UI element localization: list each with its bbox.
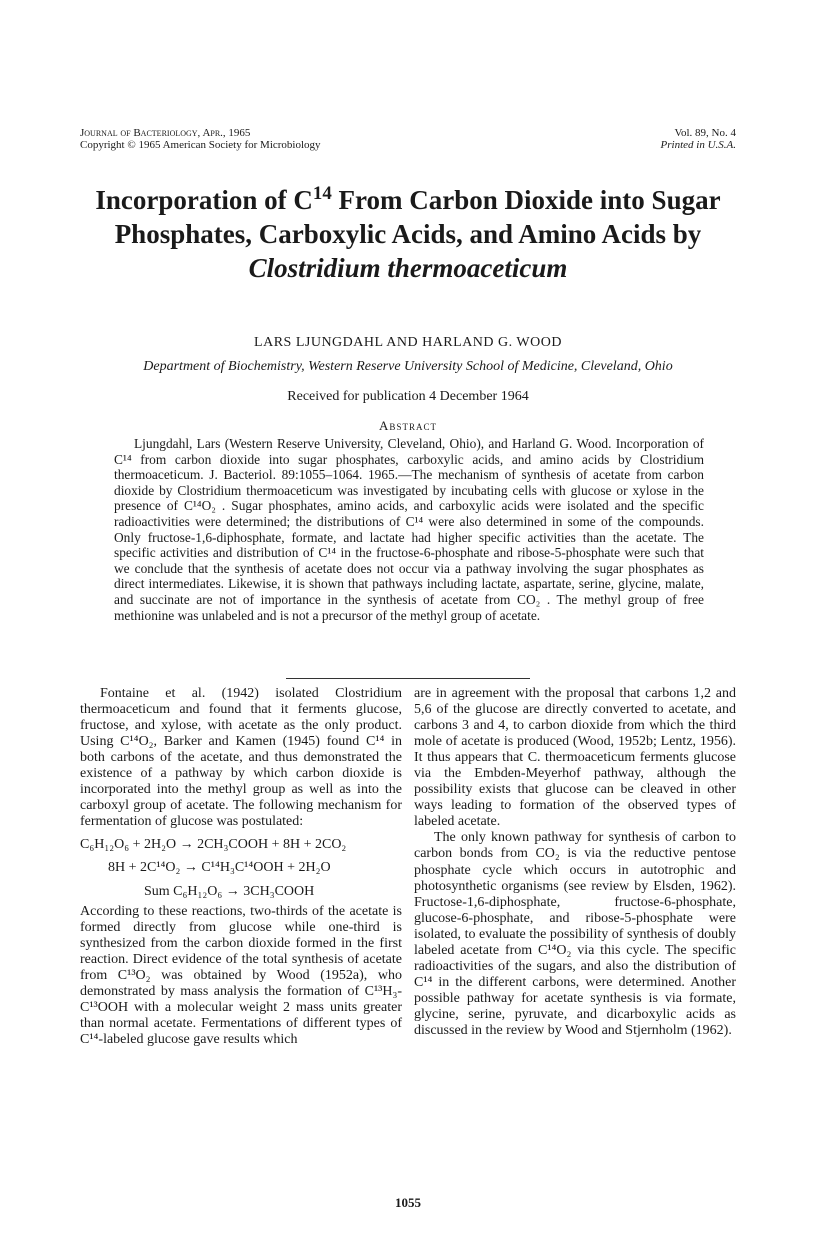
- journal-line: Journal of Bacteriology, Apr., 1965: [80, 127, 251, 139]
- left-para-2: According to these reactions, two-thirds of the acetate is formed directly from glucose while one-third is synthesized from the carbon dioxide formed in the first reaction. Direct evidence of the total synthesis of acetate from C¹³O₂ was obtained by Wood (1952a), who demonstrated by mass analysis the formation of C¹³H₃-C¹³OOH with a molecular weight 2 mass units greater than normal acetate. Fermentations of different types of C¹⁴-labeled glucose gave results which: [80, 903, 402, 1047]
- left-column: [80, 686, 402, 1048]
- equation-1: C₆H₁₂O₆ + 2H₂O → 2CH₃COOH + 8H + 2CO₂: [80, 837, 347, 853]
- title-part1: Incorporation of C: [95, 185, 313, 215]
- received-date: Received for publication 4 December 1964: [287, 389, 529, 404]
- equation-sum: Sum C₆H₁₂O₆ → 3CH₃COOH: [144, 883, 315, 899]
- section-divider: [286, 678, 530, 679]
- abstract-text: Ljungdahl, Lars (Western Reserve University, Cleveland, Ohio), and Harland G. Wood. Incorporation of C¹⁴ from carbon dioxide into sugar phosphates, carboxylic acids, and amino acids by Clostridium thermoaceticum. J. Bacteriol. 89:1055–1064. 1965.—The mechanism of synthesis of acetate from carbon dioxide by Clostridium thermoaceticum was investigated by incubating cells with glucose or xylose in the presence of C¹⁴O₂ . Sugar phosphates, amino acids, and carboxylic acids were isolated and the specific radioactivities were determined; the distributions of C¹⁴ were also determined in some of the compounds. Only fructose-1,6-diphosphate, formate, and lactate had higher specific activities than the acetate. The specific activities and distribution of C¹⁴ in the fructose-6-phosphate and ribose-5-phosphate were such that we conclude that the synthesis of acetate does not occur via a pathway involving the sugar phosphates as direct intermediates. Likewise, it is shown that pathways including lactate, aspartate, serine, glycine, malate, and succinate are not of importance in the synthesis of acetate from CO₂ . The methyl group of free methionine was unlabeled and is not a precursor of the methyl group of acetate.: [114, 436, 704, 623]
- article-title: [80, 183, 736, 285]
- left-para-1: Fontaine et al. (1942) isolated Clostridium thermoaceticum and found that it ferments glucose, fructose, and xylose, with acetate as the only product. Using C¹⁴O₂, Barker and Kamen (1945) found C¹⁴ in both carbons of the acetate, and thus demonstrated the existence of a pathway by which carbon dioxide is incorporated into the methyl group as well as into the carboxyl group of acetate. The following mechanism for fermentation of glucose was postulated:: [80, 686, 402, 830]
- copyright-line: Copyright © 1965 American Society for Microbiology: [80, 139, 321, 151]
- right-para-1: are in agreement with the proposal that carbons 1,2 and 5,6 of the glucose are directly converted to acetate, and carbons 3 and 4, to carbon dioxide from which the third mole of acetate is produced (Wood, 1952b; Lentz, 1956). It thus appears that C. thermoaceticum ferments glucose via the Embden-Meyerhof pathway, although the possibility exists that glucose can be cleaved in other ways leading to formation of the observed types of labeled acetate.: [414, 686, 736, 830]
- equation-2: 8H + 2C¹⁴O₂ → C¹⁴H₃C¹⁴OOH + 2H₂O: [108, 860, 331, 876]
- page-number: 1055: [395, 1195, 421, 1210]
- volume-line: Vol. 89, No. 4: [674, 127, 736, 139]
- abstract-heading: Abstract: [379, 418, 437, 433]
- title-part2: From Carbon Dioxide into Sugar Phosphates, Carboxylic Acids, and Amino Acids by: [114, 185, 721, 249]
- title-organism: Clostridium thermoaceticum: [248, 253, 568, 283]
- affiliation: Department of Biochemistry, Western Reserve University School of Medicine, Cleveland, Ohio: [143, 359, 673, 374]
- abstract-body: [114, 436, 704, 623]
- right-para-2: The only known pathway for synthesis of carbon to carbon bonds from CO₂ is via the reductive pentose phosphate cycle which occurs in autotrophic and photosynthetic organisms (see review by Elsden, 1962). Fructose-1,6-diphosphate, fructose-6-phosphate, glucose-6-phosphate, and ribose-5-phosphate were isolated, to evaluate the possibility of synthesis of doubly labeled acetate from C¹⁴O₂ via this cycle. The specific radioactivities of the sugars, and also the distribution of C¹⁴ in the different carbons, were determined. Another possible pathway for acetate synthesis is via formate, glycine, serine, pyruvate, and dicarboxylic acids as discussed in the review by Wood and Stjernholm (1962).: [414, 830, 736, 1038]
- printed-line: Printed in U.S.A.: [660, 139, 736, 151]
- authors: LARS LJUNGDAHL AND HARLAND G. WOOD: [254, 335, 562, 350]
- title-sup: 14: [312, 183, 332, 204]
- right-column: [414, 686, 736, 1039]
